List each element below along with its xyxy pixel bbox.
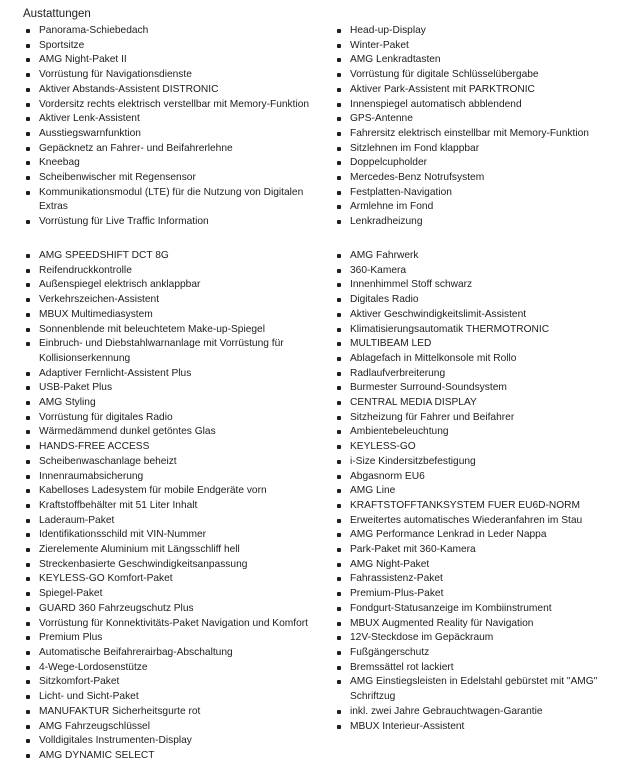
equipment-item-text: USB-Paket Plus [39, 382, 113, 394]
equipment-item-text: Digitales Radio [350, 294, 419, 306]
equipment-item [25, 142, 325, 157]
equipment-item [25, 499, 325, 514]
equipment-item-text: Erweitertes automatisches Wiederanfahren im Stau [350, 514, 583, 526]
equipment-item [25, 278, 325, 293]
equipment-item [25, 455, 325, 470]
equipment-item-text: Fahrassistenz-Paket [350, 573, 443, 585]
equipment-item-text: Sonnenblende mit beleuchtetem Make-up-Spiegel [39, 323, 265, 335]
equipment-item-text: MBUX Interieur-Assistent [350, 720, 465, 732]
equipment-item [336, 127, 621, 142]
equipment-item [25, 661, 325, 676]
equipment-item-text: Adaptiver Fernlicht-Assistent Plus [39, 367, 192, 379]
equipment-item-text: Sitzkomfort-Paket [39, 676, 120, 688]
equipment-item [25, 264, 325, 279]
equipment-item-text: Ausstiegswarnfunktion [39, 127, 141, 139]
equipment-item [25, 587, 325, 602]
equipment-item [25, 646, 325, 661]
equipment-item [25, 749, 325, 764]
equipment-item-text: Kabelloses Ladesystem für mobile Endgeräte vorn [39, 485, 267, 497]
equipment-item [336, 396, 621, 411]
equipment-item [25, 53, 325, 68]
equipment-item-text: Armlehne im Fond [350, 201, 434, 213]
equipment-item-text: AMG Line [350, 485, 396, 497]
equipment-item [336, 156, 621, 171]
equipment-item-text: Doppelcupholder [350, 157, 428, 169]
equipment-item [25, 156, 325, 171]
equipment-item [25, 127, 325, 142]
equipment-item-text: Burmester Surround-Soundsystem [350, 382, 507, 394]
equipment-list-group1-left [25, 24, 325, 230]
equipment-item [336, 264, 621, 279]
equipment-item-text: i-Size Kindersitzbefestigung [350, 455, 476, 467]
equipment-item-text: Vordersitz rechts elektrisch verstellbar mit Memory-Funktion [39, 98, 310, 110]
equipment-item-text: Automatische Beifahrerairbag-Abschaltung [39, 646, 233, 658]
equipment-item [25, 215, 325, 230]
equipment-item-text: AMG Lenkradtasten [350, 54, 441, 66]
equipment-item [25, 381, 325, 396]
equipment-item [336, 470, 621, 485]
equipment-item [25, 631, 325, 646]
equipment-item-text: Premium Plus [39, 632, 103, 644]
equipment-item [336, 558, 621, 573]
equipment-item-text: Wärmedämmend dunkel getöntes Glas [39, 426, 216, 438]
equipment-item [336, 171, 621, 186]
equipment-item-text: AMG Night-Paket [350, 558, 430, 570]
equipment-item [336, 425, 621, 440]
equipment-item [336, 249, 621, 264]
equipment-item [336, 543, 621, 558]
equipment-list-group2-right [336, 249, 621, 734]
equipment-item-text: Licht- und Sicht-Paket [39, 691, 139, 703]
equipment-item [25, 249, 325, 264]
equipment-item-text: AMG SPEEDSHIFT DCT 8G [39, 250, 169, 261]
equipment-item-text: Fahrersitz elektrisch einstellbar mit Memory-Funktion [350, 127, 589, 139]
equipment-item-text: Laderaum-Paket [39, 514, 115, 526]
equipment-item-text: AMG Night-Paket II [39, 54, 127, 66]
equipment-item-text: Sportsitze [39, 39, 85, 51]
equipment-item [25, 528, 325, 543]
equipment-item-text: Abgasnorm EU6 [350, 470, 425, 482]
equipment-item [25, 39, 325, 54]
equipment-list-group2-left [25, 249, 325, 764]
equipment-item-text: Sitzlehnen im Fond klappbar [350, 142, 480, 154]
equipment-item-text: Streckenbasierte Geschwindigkeitsanpassung [39, 558, 248, 570]
equipment-item [336, 646, 621, 661]
equipment-item-text: Festplatten-Navigation [350, 186, 452, 198]
equipment-item [336, 411, 621, 426]
equipment-item [336, 293, 621, 308]
equipment-item [336, 337, 621, 352]
equipment-item-text: Premium-Plus-Paket [350, 588, 444, 600]
equipment-item [25, 83, 325, 98]
equipment-item [336, 705, 621, 720]
equipment-item [25, 675, 325, 690]
equipment-item-text: KEYLESS-GO Komfort-Paket [39, 573, 173, 585]
equipment-item-text: 12V-Steckdose im Gepäckraum [350, 632, 494, 644]
equipment-item [25, 396, 325, 411]
equipment-item-text: Panorama-Schiebedach [39, 25, 149, 36]
equipment-item-text: Kraftstoffbehälter mit 51 Liter Inhalt [39, 499, 198, 511]
equipment-item [336, 440, 621, 455]
equipment-item [25, 690, 325, 705]
equipment-item-text: Innenraumabsicherung [39, 470, 144, 482]
equipment-item [25, 514, 325, 529]
equipment-item-text: AMG Fahrzeugschlüssel [39, 720, 150, 732]
equipment-item-text: Kommunikationsmodul (LTE) für die Nutzung von Digitalen [39, 186, 304, 198]
equipment-item [336, 720, 621, 735]
equipment-item-text: Spiegel-Paket [39, 588, 103, 600]
equipment-item-text: MBUX Multimediasystem [39, 308, 153, 320]
equipment-item-text: Sitzheizung für Fahrer und Beifahrer [350, 411, 515, 423]
equipment-item [336, 323, 621, 338]
equipment-item [25, 98, 325, 113]
equipment-item [336, 661, 621, 676]
equipment-item-text-continued: Extras [39, 201, 68, 213]
equipment-item-text: AMG DYNAMIC SELECT [39, 749, 155, 761]
equipment-item-text: Zierelemente Aluminium mit Längsschliff hell [39, 544, 240, 556]
equipment-item [336, 455, 621, 470]
equipment-item [336, 631, 621, 646]
equipment-item-text: Mercedes-Benz Notrufsystem [350, 172, 485, 184]
equipment-item [336, 200, 621, 215]
equipment-item [336, 308, 621, 323]
equipment-item [25, 293, 325, 308]
equipment-item [336, 98, 621, 113]
equipment-item [336, 675, 621, 704]
equipment-item-text: 4-Wege-Lordosenstütze [39, 661, 148, 673]
equipment-item-text: Scheibenwaschanlage beheizt [39, 455, 177, 467]
equipment-item-text: Reifendruckkontrolle [39, 264, 132, 276]
equipment-item [336, 528, 621, 543]
equipment-item [336, 367, 621, 382]
equipment-item [336, 572, 621, 587]
equipment-item-text: Klimatisierungsautomatik THERMOTRONIC [350, 323, 550, 335]
equipment-item-text: Ablagefach in Mittelkonsole mit Rollo [350, 352, 517, 364]
equipment-item-text: Head-up-Display [350, 25, 426, 36]
equipment-item [25, 470, 325, 485]
equipment-item [25, 68, 325, 83]
equipment-item [25, 617, 325, 632]
equipment-item-text: Aktiver Abstands-Assistent DISTRONIC [39, 83, 219, 95]
equipment-item-text: Volldigitales Instrumenten-Display [39, 735, 192, 747]
equipment-item [336, 83, 621, 98]
equipment-item-text-continued: Kollisionserkennung [39, 352, 131, 364]
equipment-item-text: Kneebag [39, 157, 80, 169]
equipment-item [336, 68, 621, 83]
equipment-item-text: Verkehrszeichen-Assistent [39, 294, 160, 306]
equipment-item-text: CENTRAL MEDIA DISPLAY [350, 397, 477, 409]
equipment-item [25, 186, 325, 215]
equipment-item-text: Ambientebeleuchtung [350, 426, 449, 438]
equipment-item [25, 367, 325, 382]
page-heading: Austattungen [23, 8, 91, 20]
equipment-item [336, 514, 621, 529]
equipment-item [25, 720, 325, 735]
equipment-item [25, 24, 325, 39]
equipment-item-text: MBUX Augmented Reality für Navigation [350, 617, 534, 629]
equipment-item-text: Identifikationsschild mit VIN-Nummer [39, 529, 207, 541]
equipment-item-text: inkl. zwei Jahre Gebrauchtwagen-Garantie [350, 705, 543, 717]
equipment-item [336, 587, 621, 602]
equipment-item [25, 484, 325, 499]
equipment-item [336, 381, 621, 396]
equipment-item [25, 112, 325, 127]
equipment-item [336, 484, 621, 499]
equipment-item-text: Fondgurt-Statusanzeige im Kombiinstrument [350, 602, 552, 614]
equipment-item-text: AMG Styling [39, 397, 96, 409]
equipment-item [25, 171, 325, 186]
equipment-item-text: KRAFTSTOFFTANKSYSTEM FUER EU6D-NORM [350, 499, 580, 511]
equipment-item-text: Einbruch- und Diebstahlwarnanlage mit Vorrüstung für [39, 338, 284, 350]
equipment-item-text: Gepäcknetz an Fahrer- und Beifahrerlehne [39, 142, 233, 154]
equipment-item-text: Vorrüstung für digitales Radio [39, 411, 173, 423]
equipment-item-text: AMG Einstiegsleisten in Edelstahl gebürstet mit "AMG" [350, 676, 598, 688]
equipment-item [25, 572, 325, 587]
equipment-item-text-continued: Schriftzug [350, 691, 396, 703]
equipment-item [336, 215, 621, 230]
equipment-item-text: Aktiver Park-Assistent mit PARKTRONIC [350, 83, 535, 95]
equipment-item [336, 142, 621, 157]
equipment-item-text: GPS-Antenne [350, 113, 413, 125]
equipment-item-text: Lenkradheizung [350, 216, 423, 228]
equipment-item [25, 323, 325, 338]
equipment-item-text: MULTIBEAM LED [350, 338, 432, 350]
equipment-item-text: Winter-Paket [350, 39, 409, 51]
equipment-item [336, 352, 621, 367]
equipment-item [336, 602, 621, 617]
equipment-item-text: AMG Fahrwerk [350, 250, 419, 261]
equipment-item-text: Aktiver Lenk-Assistent [39, 113, 140, 125]
equipment-item [336, 617, 621, 632]
equipment-item-text: Außenspiegel elektrisch anklappbar [39, 279, 201, 291]
equipment-item-text: Fußgängerschutz [350, 646, 430, 658]
equipment-item [25, 734, 325, 749]
equipment-item-text: Park-Paket mit 360-Kamera [350, 544, 476, 556]
equipment-item-text: Scheibenwischer mit Regensensor [39, 172, 196, 184]
equipment-item [336, 499, 621, 514]
equipment-item [25, 337, 325, 366]
equipment-item-text: Innenhimmel Stoff schwarz [350, 279, 473, 291]
equipment-item [25, 543, 325, 558]
equipment-item [25, 308, 325, 323]
equipment-item [25, 440, 325, 455]
equipment-item-text: Vorrüstung für Navigationsdienste [39, 69, 192, 81]
equipment-item [25, 425, 325, 440]
equipment-item-text: GUARD 360 Fahrzeugschutz Plus [39, 602, 194, 614]
equipment-item-text: Vorrüstung für Konnektivitäts-Paket Navigation und Komfort [39, 617, 308, 629]
equipment-item [336, 186, 621, 201]
equipment-item-text: Bremssättel rot lackiert [350, 661, 454, 673]
equipment-item-text: AMG Performance Lenkrad in Leder Nappa [350, 529, 547, 541]
equipment-item-text: Vorrüstung für digitale Schlüsselübergabe [350, 69, 539, 81]
equipment-item-text: Aktiver Geschwindigkeitslimit-Assistent [350, 308, 527, 320]
equipment-item [25, 558, 325, 573]
equipment-item-text: Innenspiegel automatisch abblendend [350, 98, 522, 110]
equipment-item [25, 705, 325, 720]
equipment-item [25, 411, 325, 426]
equipment-item [336, 278, 621, 293]
equipment-item-text: HANDS-FREE ACCESS [39, 441, 150, 453]
equipment-item [336, 112, 621, 127]
equipment-item-text: Vorrüstung für Live Traffic Information [39, 216, 209, 228]
equipment-list-group1-right [336, 24, 621, 230]
equipment-item-text: MANUFAKTUR Sicherheitsgurte rot [39, 705, 201, 717]
equipment-item [25, 602, 325, 617]
equipment-item [336, 53, 621, 68]
equipment-item-text: 360-Kamera [350, 264, 407, 276]
equipment-item-text: Radlaufverbreiterung [350, 367, 446, 379]
equipment-item-text: KEYLESS-GO [350, 441, 416, 453]
equipment-item [336, 39, 621, 54]
equipment-item [336, 24, 621, 39]
